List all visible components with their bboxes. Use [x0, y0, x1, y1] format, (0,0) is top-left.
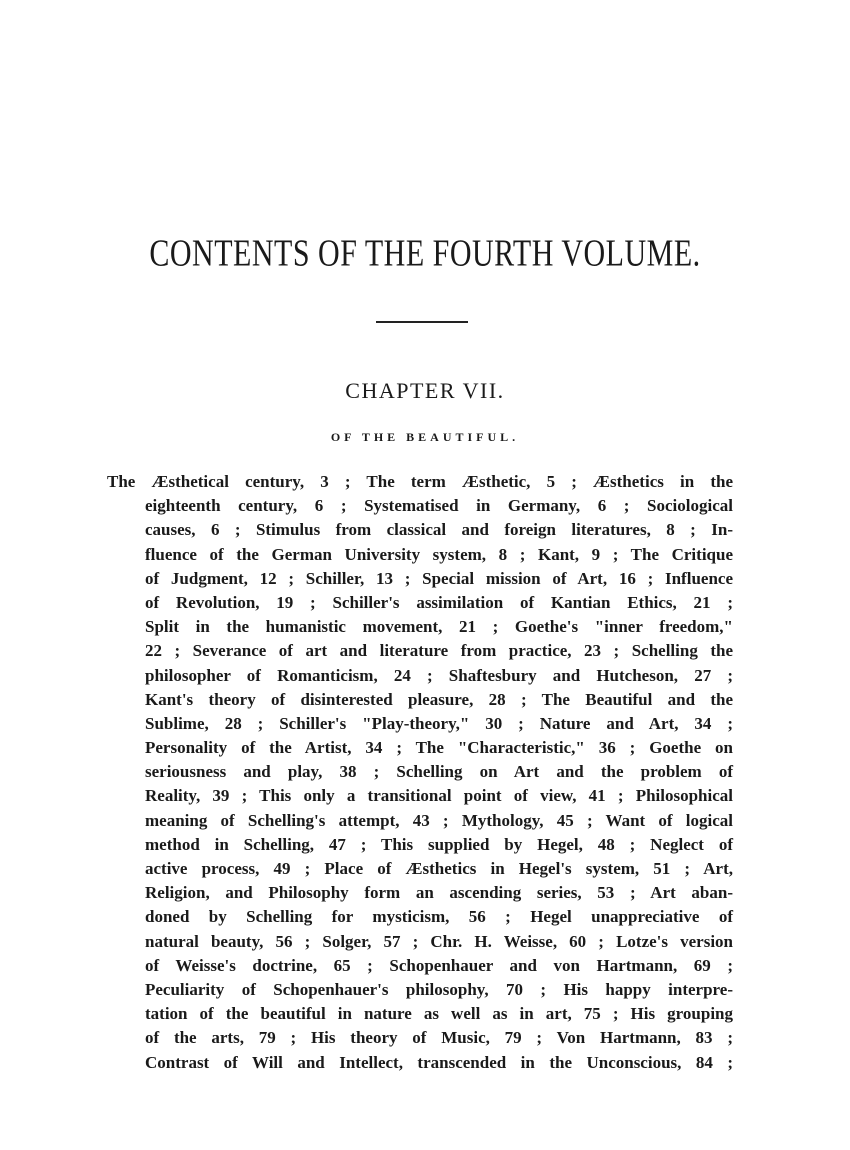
contents-line: Contrast of Will and Intellect, transcended in the Unconscious, 84 ;	[145, 1052, 733, 1072]
contents-line: philosopher of Romanticism, 24 ; Shaftesbury and Hutcheson, 27 ;	[145, 665, 733, 685]
contents-paragraph	[107, 470, 733, 1075]
contents-line: natural beauty, 56 ; Solger, 57 ; Chr. H. Weisse, 60 ; Lotze's version	[145, 931, 733, 951]
title-divider	[376, 321, 468, 323]
contents-line: of Judgment, 12 ; Schiller, 13 ; Special mission of Art, 16 ; Influence	[145, 568, 733, 588]
contents-line: Kant's theory of disinterested pleasure, 28 ; The Beautiful and the	[145, 689, 733, 709]
contents-line: Religion, and Philosophy form an ascending series, 53 ; Art aban-	[145, 883, 733, 903]
contents-line: of the arts, 79 ; His theory of Music, 79 ; Von Hartmann, 83 ;	[145, 1028, 733, 1048]
contents-line: Sublime, 28 ; Schiller's "Play-theory," 30 ; Nature and Art, 34 ;	[145, 713, 733, 733]
contents-line: doned by Schelling for mysticism, 56 ; Hegel unappreciative of	[145, 907, 733, 927]
contents-line: method in Schelling, 47 ; This supplied by Hegel, 48 ; Neglect of	[145, 834, 733, 854]
contents-line: Peculiarity of Schopenhauer's philosophy, 70 ; His happy interpre-	[145, 979, 733, 999]
contents-line: meaning of Schelling's attempt, 43 ; Mythology, 45 ; Want of logical	[145, 810, 733, 830]
contents-line: eighteenth century, 6 ; Systematised in Germany, 6 ; Sociological	[145, 496, 733, 516]
contents-line: of Weisse's doctrine, 65 ; Schopenhauer and von Hartmann, 69 ;	[145, 955, 733, 975]
contents-line: Reality, 39 ; This only a transitional point of view, 41 ; Philosophical	[145, 786, 733, 806]
contents-line: 22 ; Severance of art and literature from practice, 23 ; Schelling the	[145, 641, 733, 661]
contents-line: Personality of the Artist, 34 ; The "Characteristic," 36 ; Goethe on	[145, 738, 733, 758]
contents-line: active process, 49 ; Place of Æsthetics in Hegel's system, 51 ; Art,	[145, 859, 733, 878]
page-title: CONTENTS OF THE FOURTH VOLUME.	[149, 232, 701, 275]
contents-line: causes, 6 ; Stimulus from classical and foreign literatures, 8 ; In-	[145, 520, 733, 540]
contents-line: of Revolution, 19 ; Schiller's assimilation of Kantian Ethics, 21 ;	[145, 592, 733, 612]
contents-line: seriousness and play, 38 ; Schelling on Art and the problem of	[145, 762, 733, 782]
contents-line: The Æsthetical century, 3 ; The term Æsthetic, 5 ; Æsthetics in the	[107, 472, 733, 491]
chapter-heading: CHAPTER VII.	[345, 378, 505, 403]
contents-line: Split in the humanistic movement, 21 ; Goethe's "inner freedom,"	[145, 617, 733, 637]
contents-line: tation of the beautiful in nature as well as in art, 75 ; His grouping	[145, 1004, 733, 1024]
chapter-subtitle: OF THE BEAUTIFUL.	[330, 430, 520, 444]
contents-line: fluence of the German University system, 8 ; Kant, 9 ; The Critique	[145, 544, 733, 564]
